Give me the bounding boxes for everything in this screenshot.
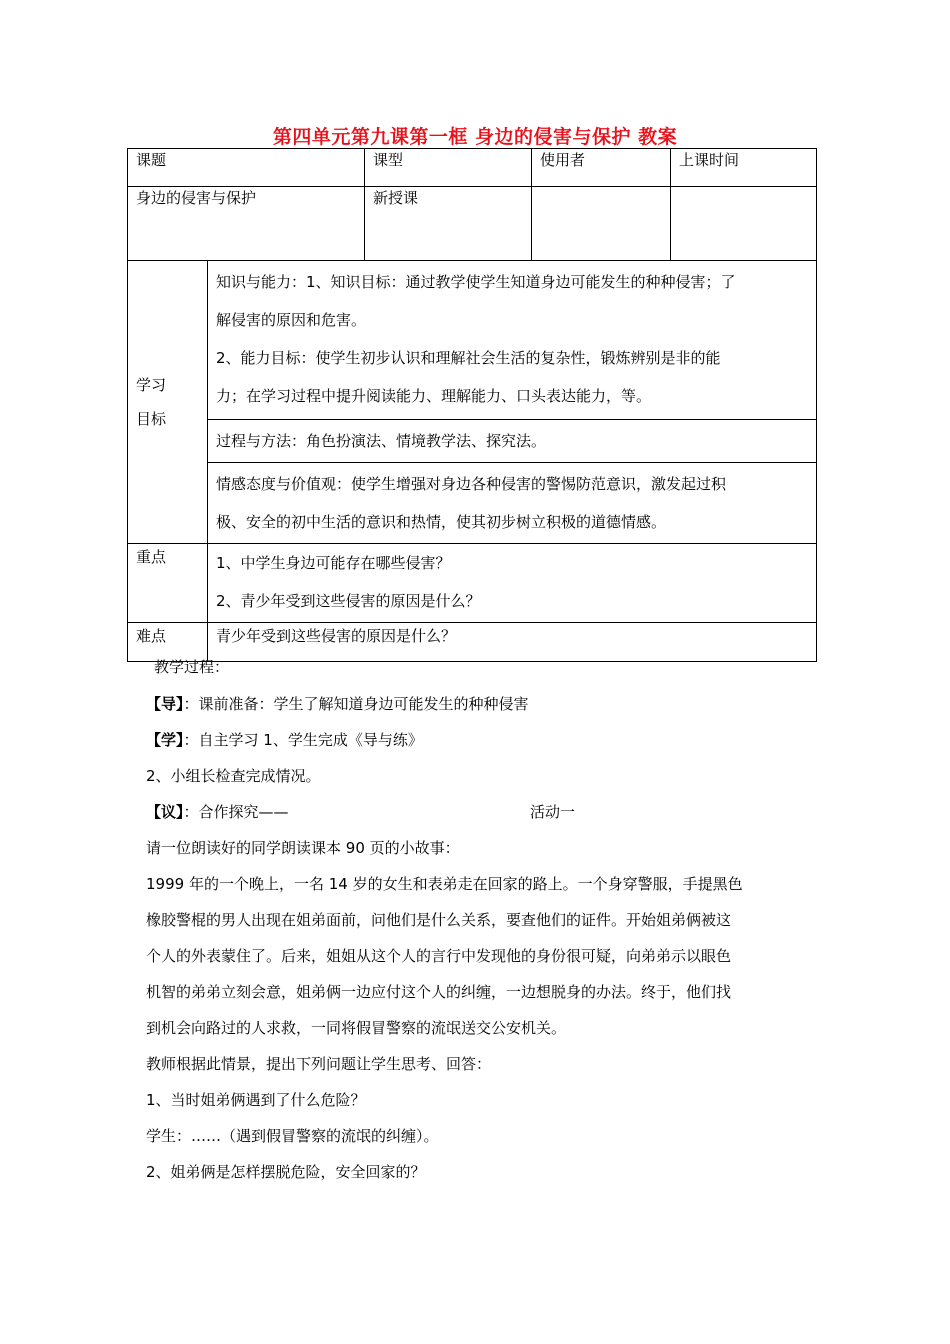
cell-type: 新授课 — [365, 187, 532, 261]
learn-tag: 【学】 — [146, 731, 184, 749]
table-data-row — [128, 187, 817, 261]
answer-1: 学生：……（遇到假冒警察的流氓的纠缠）。 — [146, 1127, 439, 1145]
discuss-tag: 【议】 — [146, 803, 184, 821]
story-line-4: 机智的弟弟立刻会意，姐弟俩一边应付这个人的纠缠，一边想脱身的办法。终于，他们找 — [146, 983, 732, 1001]
story-line-5: 到机会向路过的人求救，一同将假冒警察的流氓送交公安机关。 — [146, 1019, 567, 1037]
goal-knowledge-ability — [208, 261, 817, 420]
key-points — [208, 544, 817, 623]
header-type: 课型 — [365, 149, 532, 187]
key-point-2: 2、青少年受到这些侵害的原因是什么？ — [216, 592, 481, 610]
difficult-points-row — [128, 623, 817, 662]
story-line-1: 1999 年的一个晚上，一名 14 岁的女生和表弟走在回家的路上。一个身穿警服，手提黑色 — [146, 875, 743, 893]
goals-label-line2: 目标 — [136, 410, 167, 428]
discuss-line — [146, 801, 289, 822]
header-topic: 课题 — [128, 149, 365, 187]
goals-row-knowledge — [128, 261, 817, 420]
goals-label — [128, 261, 208, 544]
goals-row-process — [128, 420, 817, 463]
goal-knowledge-line1: 知识与能力：1、知识目标：通过教学使学生知道身边可能发生的种种侵害；了 — [216, 273, 736, 291]
table-header-row — [128, 149, 817, 187]
process-label: 教学过程： — [154, 658, 230, 676]
story-line-2: 橡胶警棍的男人出现在姐弟面前，问他们是什么关系，要查他们的证件。开始姐弟俩被这 — [146, 911, 732, 929]
question-2: 2、姐弟俩是怎样摆脱危险，安全回家的？ — [146, 1163, 426, 1181]
goal-emotion-line1: 情感态度与价值观：使学生增强对身边各种侵害的警惕防范意识，激发起过积 — [216, 475, 727, 493]
goals-label-line1: 学习 — [136, 376, 167, 394]
guide-tag: 【导】 — [146, 695, 184, 713]
goal-emotion-line2: 极、安全的初中生活的意识和热情，使其初步树立积极的道德情感。 — [216, 513, 667, 531]
difficult-point-1: 青少年受到这些侵害的原因是什么？ — [208, 623, 817, 662]
goal-knowledge-line2: 解侵害的原因和危害。 — [216, 311, 367, 329]
cell-topic: 身边的侵害与保护 — [128, 187, 365, 261]
activity-label: 活动一 — [530, 803, 576, 821]
document-title: 第四单元第九课第一框 身边的侵害与保护 教案 — [272, 126, 678, 148]
question-1: 1、当时姐弟俩遇到了什么危险？ — [146, 1091, 366, 1109]
goals-row-emotion — [128, 463, 817, 544]
story-line-3: 个人的外表蒙住了。后来，姐姐从这个人的言行中发现他的身份很可疑，向弟弟示以眼色 — [146, 947, 732, 965]
goal-ability-line1: 2、能力目标：使学生初步认识和理解社会生活的复杂性，锻炼辨别是非的能 — [216, 349, 721, 367]
goal-ability-line2: 力；在学习过程中提升阅读能力、理解能力、口头表达能力，等。 — [216, 387, 652, 405]
header-time: 上课时间 — [671, 149, 817, 187]
header-user: 使用者 — [532, 149, 671, 187]
learn-line — [146, 729, 423, 750]
learn-text: ：自主学习 1、学生完成《导与练》 — [183, 731, 423, 749]
key-point-1: 1、中学生身边可能存在哪些侵害？ — [216, 554, 451, 572]
goal-process: 过程与方法：角色扮演法、情境教学法、探究法。 — [208, 420, 817, 463]
check-line: 2、小组长检查完成情况。 — [146, 767, 321, 785]
key-label: 重点 — [128, 544, 208, 623]
cell-user — [532, 187, 671, 261]
difficult-label: 难点 — [128, 623, 208, 662]
lesson-plan-table — [127, 148, 817, 662]
guide-text: ：课前准备：学生了解知道身边可能发生的种种侵害 — [183, 695, 529, 713]
key-points-row — [128, 544, 817, 623]
discuss-text: ：合作探究—— — [183, 803, 289, 821]
goal-emotion — [208, 463, 817, 544]
teacher-prompt: 教师根据此情景，提出下列问题让学生思考、回答： — [146, 1055, 492, 1073]
read-instruction: 请一位朗读好的同学朗读课本 90 页的小故事： — [146, 839, 460, 857]
cell-time — [671, 187, 817, 261]
guide-line — [146, 693, 529, 714]
